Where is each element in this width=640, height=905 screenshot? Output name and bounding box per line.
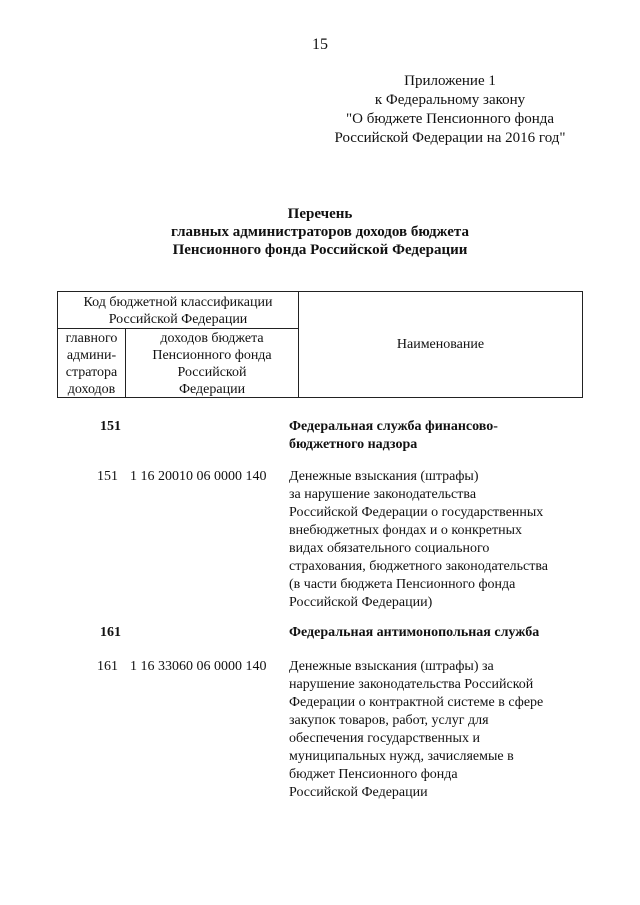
title-line: Перечень [287,206,353,222]
name-line: за нарушение законодательства [289,487,477,502]
name-line: Федерации о контрактной системе в сфере [289,695,544,710]
row-income-code: 1 16 20010 06 0000 140 [130,469,267,484]
name-line: нарушение законодательства Российской [289,677,534,692]
row-admin-code: 161 [97,659,118,674]
header-line: доходов [67,382,116,397]
header-income [126,330,298,398]
header-admin [58,330,125,398]
name-line: закупок товаров, работ, услуг для [289,713,489,728]
header-line: Пенсионного фонда [152,348,272,363]
name-line: бюджетного надзора [289,437,418,452]
name-line: Российской Федерации о государственных [289,505,544,520]
name-line: Федеральная служба финансово- [289,419,498,434]
row-admin-code: 161 [100,625,121,640]
appendix-line: к Федеральному закону [374,92,526,108]
name-line: Денежные взыскания (штрафы) [289,469,479,484]
header-line: доходов бюджета [160,331,264,346]
row-name [289,624,589,642]
row-admin-code: 151 [97,469,118,484]
row-name [289,468,589,612]
page-number: 15 [312,36,328,53]
header-group-code [58,294,298,328]
appendix-line: Приложение 1 [404,73,496,89]
header-line: Код бюджетной классификации [83,295,273,310]
header-line: Российской [177,365,247,380]
row-name [289,658,589,802]
name-line: обеспечения государственных и [289,731,480,746]
row-income-code: 1 16 33060 06 0000 140 [130,659,267,674]
name-line: (в части бюджета Пенсионного фонда [289,577,516,592]
table-header [57,291,583,398]
name-line: Федеральная антимонопольная служба [289,625,540,640]
title-line: главных администраторов доходов бюджета [171,224,469,240]
name-line: видах обязательного социального [289,541,490,556]
header-line: админи- [66,348,117,363]
name-line: Российской Федерации [289,785,428,800]
appendix-line: Российской Федерации на 2016 год" [334,130,566,146]
title-line: Пенсионного фонда Российской Федерации [172,242,468,258]
name-line: бюджет Пенсионного фонда [289,767,458,782]
row-name [289,418,589,454]
header-line: стратора [65,365,118,380]
group-divider [58,328,298,329]
header-line: главного [65,331,118,346]
name-line: Российской Федерации) [289,595,433,610]
header-line: Федерации [178,382,246,397]
appendix-caption [300,72,600,148]
appendix-line: "О бюджете Пенсионного фонда [345,111,555,127]
header-line: Российской Федерации [108,312,248,327]
header-name: Наименование [396,337,485,352]
document-title [0,205,640,259]
name-line: Денежные взыскания (штрафы) за [289,659,494,674]
name-line: внебюджетных фондах и о конкретных [289,523,523,538]
name-line: страхования, бюджетного законодательства [289,559,549,574]
row-admin-code: 151 [100,419,121,434]
name-line: муниципальных нужд, зачисляемые в [289,749,514,764]
